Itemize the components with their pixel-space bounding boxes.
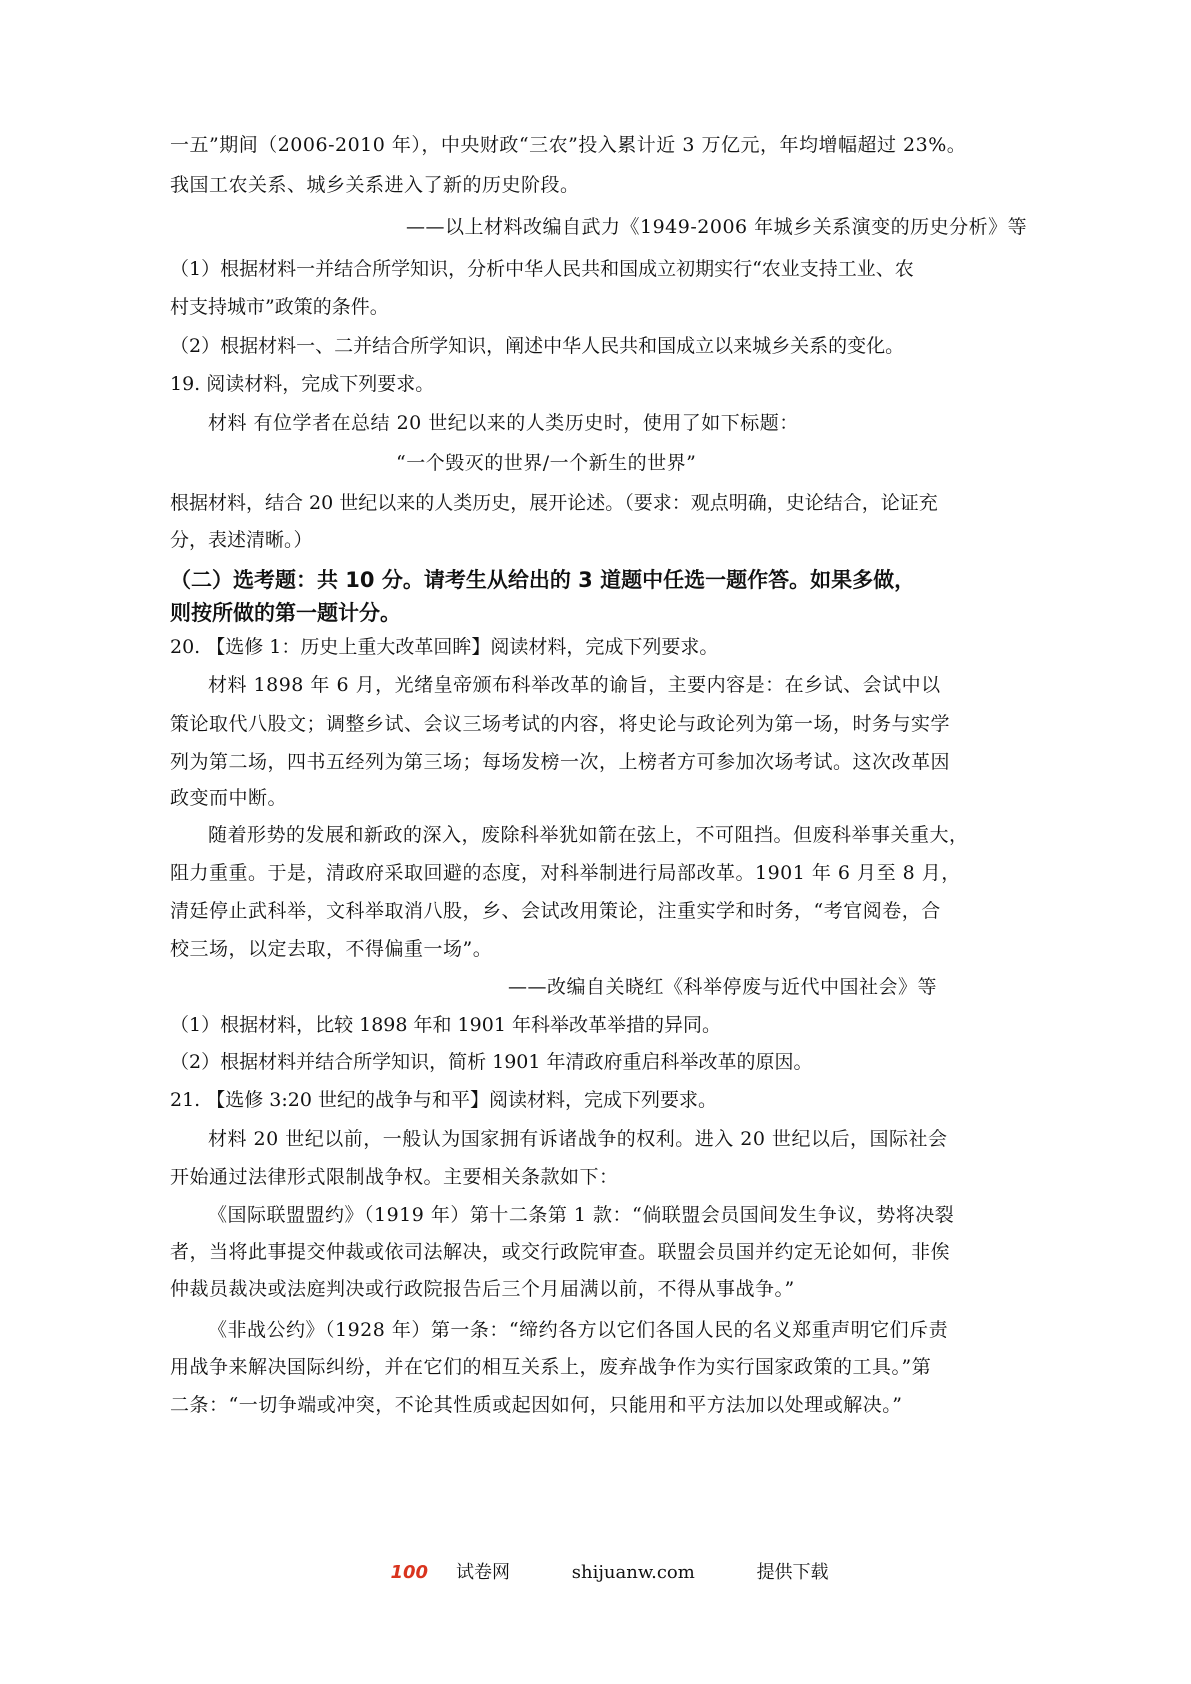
material-text: 用战争来解决国际纠纷，并在它们的相互关系上，废弃战争作为实行国家政策的工具。”第 [170, 1356, 932, 1378]
question-heading: 20. 【选修 1：历史上重大改革回眸】阅读材料，完成下列要求。 [170, 636, 719, 658]
question-text: （1）根据材料一并结合所学知识，分析中华人民共和国成立初期实行“农业支持工业、农 [170, 258, 914, 280]
material-text: 阻力重重。于是，清政府采取回避的态度，对科举制进行局部改革。1901 年 6 月至 8 月， [170, 862, 961, 884]
question-text: （1）根据材料，比较 1898 年和 1901 年科举改革举措的异同。 [170, 1014, 721, 1036]
material-text: 清廷停止武科举，文科举取消八股，乡、会试改用策论，注重实学和时务，“考官阅卷，合 [170, 900, 941, 922]
footer-site-link[interactable]: shijuanw.com [571, 1562, 695, 1583]
source-citation: ——改编自关晓红《科举停废与近代中国社会》等 [508, 976, 938, 998]
material-text: 随着形势的发展和新政的深入，废除科举犹如箭在弦上，不可阻挡。但废科举事关重大， [208, 824, 969, 846]
question-text: 村支持城市”政策的条件。 [170, 296, 389, 318]
material-text: 策论取代八股文；调整乡试、会议三场考试的内容，将史论与政论列为第一场，时务与实学 [170, 713, 951, 735]
material-text: 列为第二场，四书五经列为第三场；每场发榜一次，上榜者方可参加次场考试。这次改革因 [170, 751, 951, 773]
text-line: 我国工农关系、城乡关系进入了新的历史阶段。 [170, 174, 580, 196]
material-text: 者，当将此事提交仲裁或依司法解决，或交行政院审查。联盟会员国并约定无论如何，非俟 [170, 1241, 951, 1263]
section-heading: （二）选考题：共 10 分。请考生从给出的 3 道题中任选一题作答。如果多做， [170, 568, 916, 592]
question-text: （2）根据材料并结合所学知识，简析 1901 年清政府重启科举改革的原因。 [170, 1051, 813, 1073]
question-heading: 19. 阅读材料，完成下列要求。 [170, 373, 435, 395]
footer-logo-number: 100 [390, 1562, 429, 1583]
question-text: （2）根据材料一、二并结合所学知识，阐述中华人民共和国成立以来城乡关系的变化。 [170, 335, 905, 357]
footer-logo[interactable] [362, 1562, 510, 1583]
section-heading: 则按所做的第一题计分。 [170, 601, 401, 625]
material-quote: “一个毁灭的世界/一个新生的世界” [396, 452, 697, 474]
question-text: 根据材料，结合 20 世纪以来的人类历史，展开论述。（要求：观点明确，史论结合，论证充 [170, 492, 938, 514]
material-text: 开始通过法律形式限制战争权。主要相关条款如下： [170, 1166, 619, 1188]
footer-logo-text: 试卷网 [456, 1562, 511, 1583]
material-text: 校三场，以定去取，不得偏重一场”。 [170, 938, 493, 960]
material-text: 仲裁员裁决或法庭判决或行政院报告后三个月届满以前，不得从事战争。” [170, 1278, 795, 1300]
page-footer [0, 1558, 1191, 1584]
source-citation: ——以上材料改编自武力《1949-2006 年城乡关系演变的历史分析》等 [406, 216, 1028, 238]
material-text: 政变而中断。 [170, 787, 288, 809]
material-text: 《国际联盟盟约》（1919 年）第十二条第 1 款：“倘联盟会员国间发生争议，势将决裂 [208, 1204, 955, 1226]
material-text: 《非战公约》（1928 年）第一条：“缔约各方以它们各国人民的名义郑重声明它们斥责 [208, 1319, 949, 1341]
text-line: 一五”期间（2006-2010 年），中央财政“三农”投入累计近 3 万亿元，年均增幅超过 23%。 [170, 134, 967, 156]
material-text: 材料 有位学者在总结 20 世纪以来的人类历史时，使用了如下标题： [208, 412, 799, 434]
material-text: 二条：“一切争端或冲突，不论其性质或起因如何，只能用和平方法加以处理或解决。” [170, 1394, 903, 1416]
question-text: 分，表述清晰。） [170, 529, 313, 551]
question-heading: 21. 【选修 3:20 世纪的战争与和平】阅读材料，完成下列要求。 [170, 1089, 718, 1111]
footer-download-text: 提供下载 [756, 1562, 829, 1583]
material-text: 材料 20 世纪以前，一般认为国家拥有诉诸战争的权利。进入 20 世纪以后，国际社会 [208, 1128, 948, 1150]
material-text: 材料 1898 年 6 月，光绪皇帝颁布科举改革的谕旨，主要内容是：在乡试、会试中以 [208, 674, 941, 696]
